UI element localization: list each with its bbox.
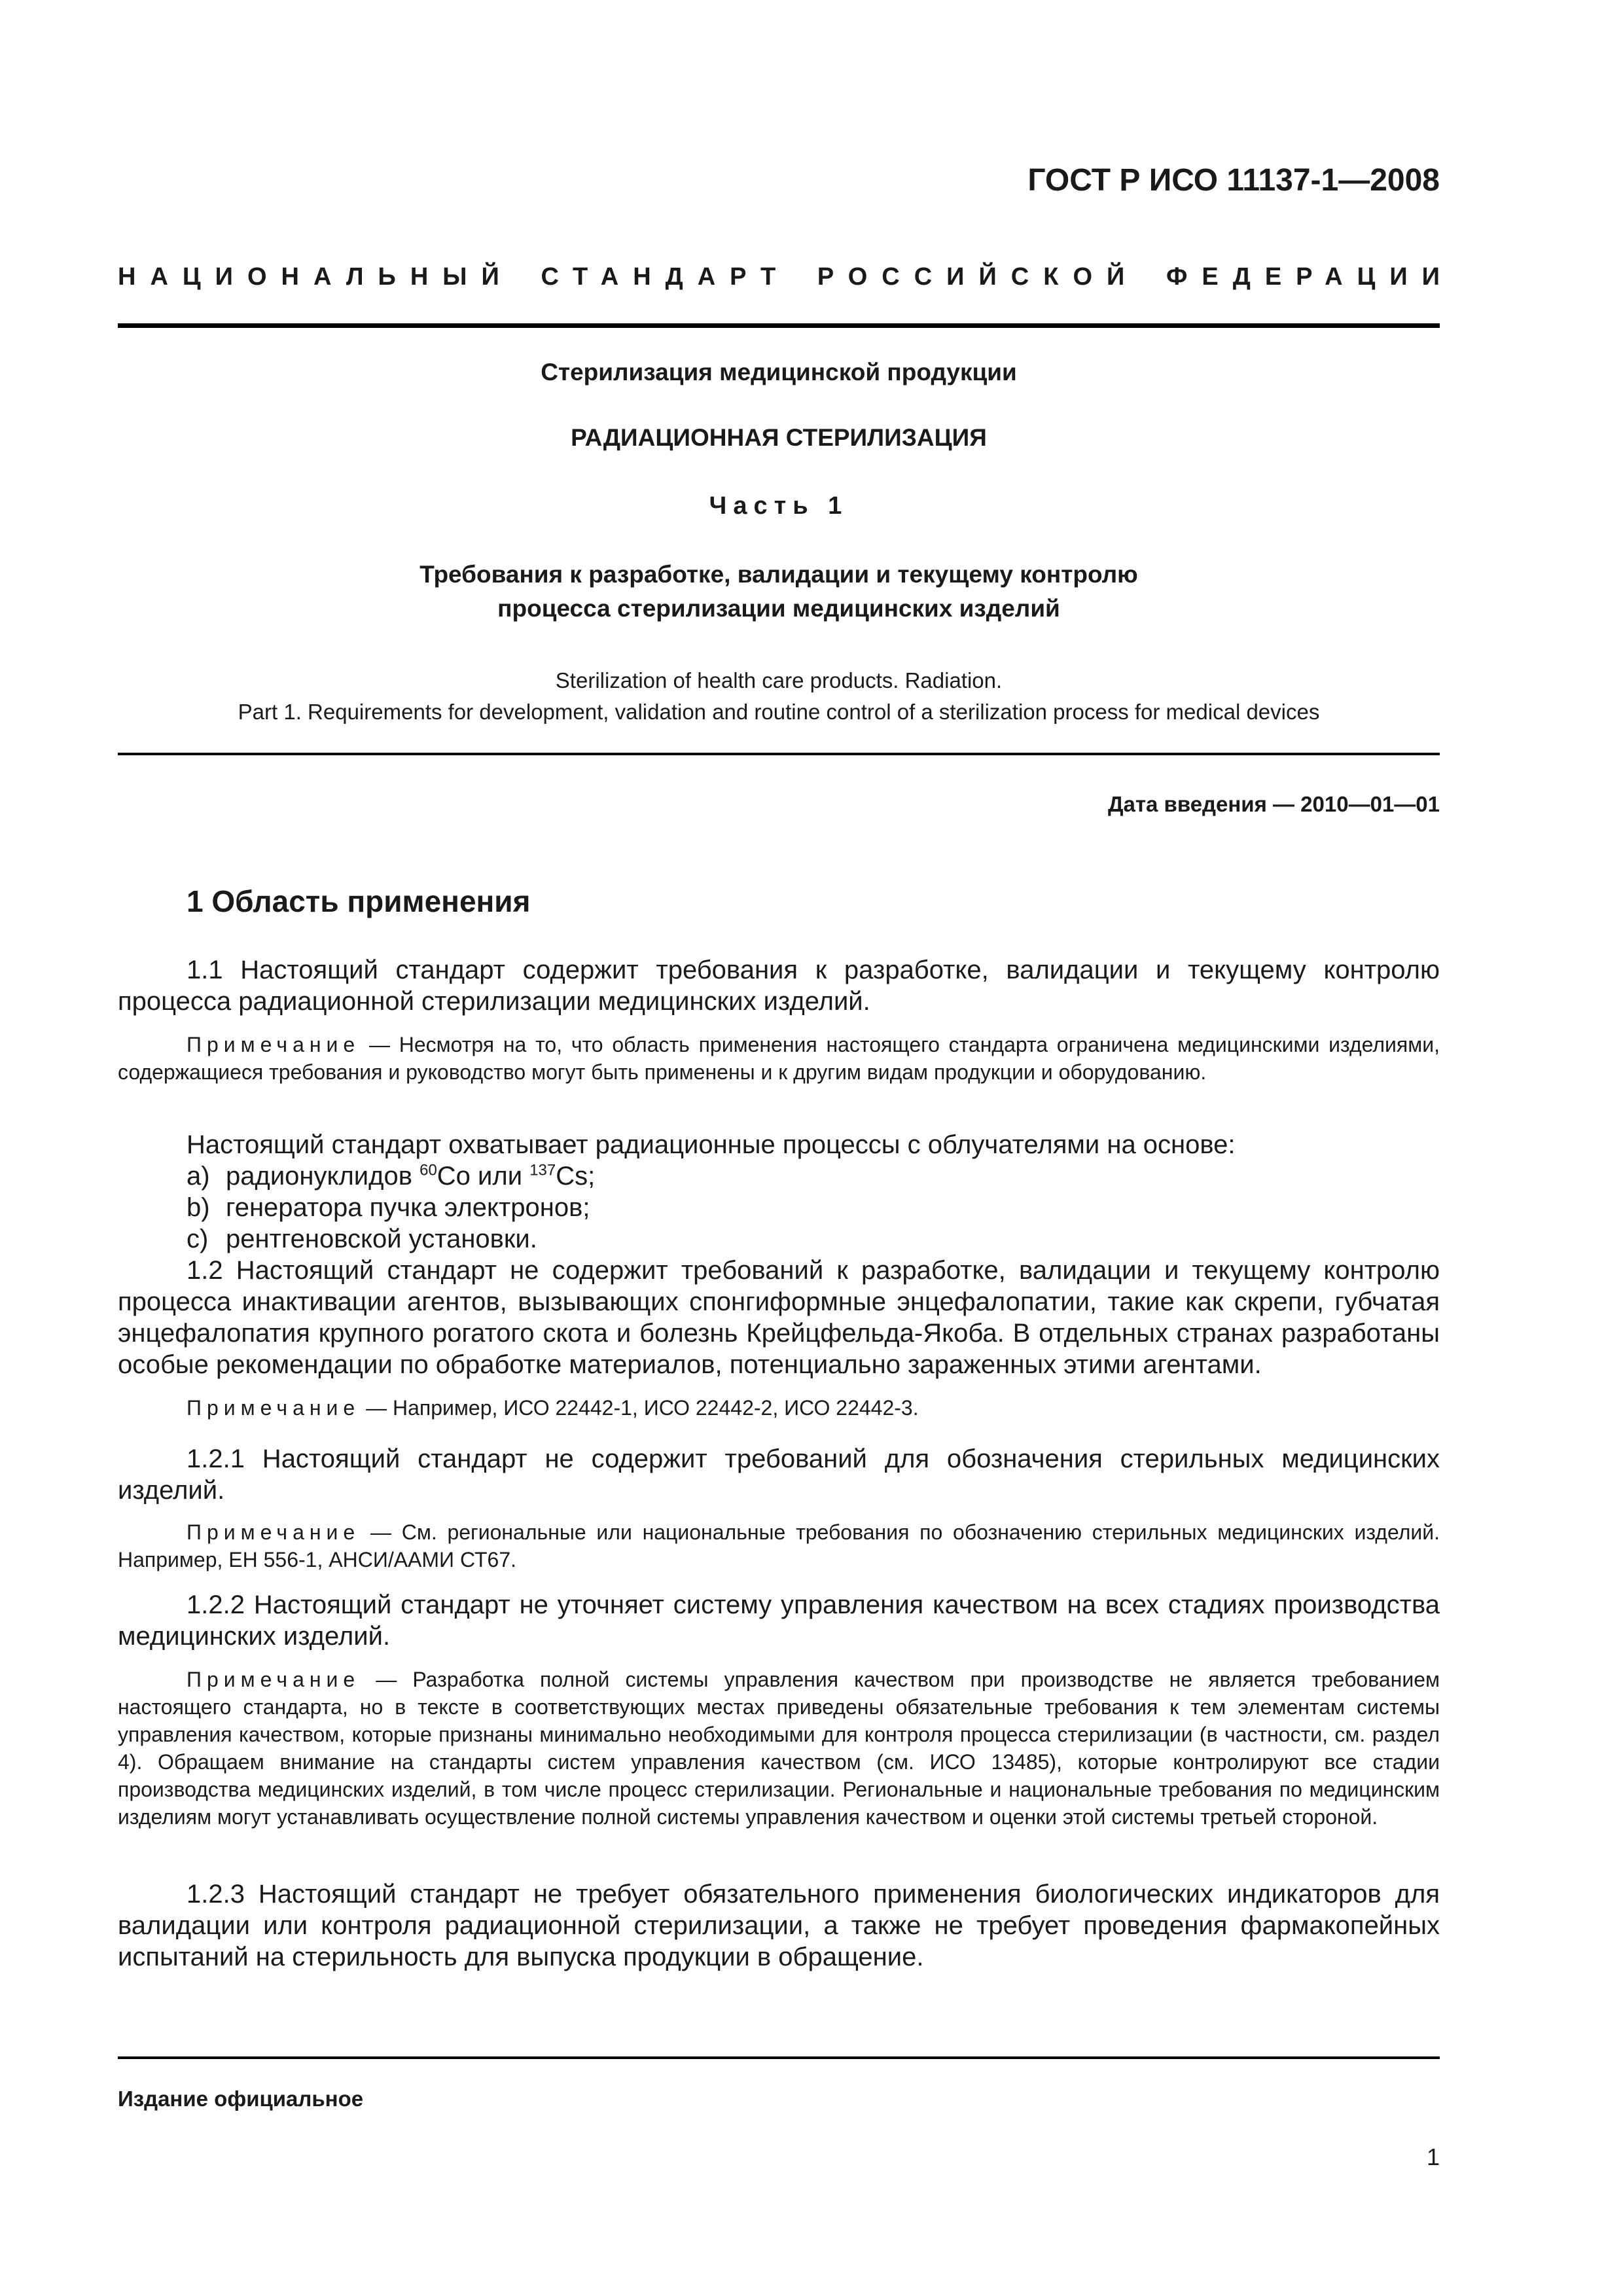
note-3-text: — См. региональные или национальные требования по обозначению стерильных медицинских изделий. Например, ЕН 556-1, АНСИ/ААМИ СТ67. <box>118 1520 1440 1571</box>
note-3 <box>118 1518 1440 1573</box>
list-marker-b: b) <box>187 1193 210 1222</box>
note-1-text: — Несмотря на то, что область применения настоящего стандарта ограничена медицинскими изделиями, содержащиеся требования и руководство могут быть применены и к другим видам продукции и оборудованию. <box>118 1033 1440 1084</box>
paragraph-1-2-2 <box>118 1589 1440 1652</box>
footer-rule <box>118 2056 1440 2059</box>
english-title-line-2: Part 1. Requirements for development, validation and routine control of a sterilization process for medical devices <box>238 700 1320 724</box>
note-4-text: — Разработка полной системы управления качеством при производстве не является требованием настоящего стандарта, но в тексте в соответствующих местах приведены обязательные требования к тем элементам системы управления качеством, которые признаны минимально необходимыми для контроля процесса стерилизации (в частности, см. раздел 4). Обращаем внимание на стандарты систем управления качеством (см. ИСО 13485), которые контролируют все стадии производства медицинских изделий, в том числе процесс стерилизации. Региональные и национальные требования по медицинским изделиям могут устанавливать осуществление полной системы управления качеством и оценки этой системы третьей стороной. <box>118 1668 1440 1829</box>
title-line-1: Стерилизация медицинской продукции <box>541 359 1017 386</box>
cobalt-isotope: 60 <box>419 1161 437 1179</box>
title-line-2: РАДИАЦИОННАЯ СТЕРИЛИЗАЦИЯ <box>571 424 987 451</box>
list-a-co: Co или <box>437 1162 530 1191</box>
list-item-c <box>187 1223 1430 1255</box>
note-1 <box>118 1031 1440 1086</box>
paragraph-1-2-text: 1.2 Настоящий стандарт не содержит требований к разработке, валидации и текущему контролю процесса инактивации агентов, вызывающих спонгиформные энцефалопатии, такие как скрепи, губчатая энцефалопатия крупного рогатого скота и болезнь Крейцфельда-Якоба. В отдельных странах разработаны особые рекомендации по обработке материалов, потенциально зараженных этими агентами. <box>118 1256 1440 1379</box>
nat-word-4: ФЕДЕРАЦИИ <box>1166 263 1454 291</box>
paragraph-1-2-2-text: 1.2.2 Настоящий стандарт не уточняет систему управления качеством на всех стадиях производства медицинских изделий. <box>118 1590 1440 1651</box>
list-a-cs: Cs; <box>556 1162 596 1191</box>
note-label: Примечание <box>187 1033 361 1056</box>
nat-word-3: РОССИЙСКОЙ <box>817 263 1139 291</box>
note-4 <box>118 1666 1440 1831</box>
note-label: Примечание <box>187 1668 361 1691</box>
english-title-line-1: Sterilization of health care products. Radiation. <box>555 668 1003 692</box>
cesium-isotope: 137 <box>529 1161 556 1179</box>
paragraph-1-2-3-text: 1.2.3 Настоящий стандарт не требует обязательного применения биологических индикаторов для валидации или контроля радиационной стерилизации, а также не требует проведения фармакопейных испытаний на стерильность для выпуска продукции в обращение. <box>118 1880 1440 1971</box>
paragraph-1-1-text: 1.1 Настоящий стандарт содержит требования к разработке, валидации и текущему контролю процесса радиационной стерилизации медицинских изделий. <box>118 956 1440 1016</box>
note-label: Примечание <box>187 1396 361 1420</box>
nat-word-1: НАЦИОНАЛЬНЫЙ <box>118 263 514 291</box>
note-label: Примечание <box>187 1520 361 1544</box>
list-item-a <box>187 1160 1430 1192</box>
section-heading: 1 Область применения <box>187 884 531 918</box>
national-standard-title <box>118 263 1454 291</box>
paragraph-1-2 <box>118 1255 1440 1380</box>
list-c-text: рентгеновской установки. <box>226 1225 537 1253</box>
list-item-b <box>187 1192 1430 1223</box>
header-rule <box>118 323 1440 328</box>
nat-word-2: СТАНДАРТ <box>541 263 791 291</box>
list-b-text: генератора пучка электронов; <box>226 1193 590 1222</box>
paragraph-basis <box>118 1129 1440 1160</box>
english-title <box>118 665 1440 728</box>
paragraph-1-1 <box>118 954 1440 1017</box>
introduction-date: Дата введения — 2010—01—01 <box>1108 792 1440 816</box>
official-edition-label: Издание официальное <box>118 2087 364 2111</box>
list-marker-c: c) <box>187 1225 209 1253</box>
part-label: Часть 1 <box>709 492 849 520</box>
title-rule <box>118 753 1440 755</box>
list-marker-a: a) <box>187 1162 210 1191</box>
paragraph-1-2-3 <box>118 1878 1440 1973</box>
irradiator-list <box>187 1160 1430 1255</box>
subtitle <box>118 558 1440 626</box>
paragraph-basis-text: Настоящий стандарт охватывает радиационные процессы с облучателями на основе: <box>187 1130 1236 1159</box>
document-code: ГОСТ Р ИСО 11137-1—2008 <box>1027 163 1440 198</box>
note-2-text: — Например, ИСО 22442-1, ИСО 22442-2, ИСО 22442-3. <box>360 1396 919 1420</box>
subtitle-line-2: процесса стерилизации медицинских изделий <box>497 595 1060 622</box>
list-a-text: радионуклидов <box>226 1162 420 1191</box>
subtitle-line-1: Требования к разработке, валидации и текущему контролю <box>419 561 1138 588</box>
paragraph-1-2-1 <box>118 1443 1440 1506</box>
page-number: 1 <box>1426 2144 1440 2170</box>
note-2 <box>118 1394 1440 1422</box>
paragraph-1-2-1-text: 1.2.1 Настоящий стандарт не содержит требований для обозначения стерильных медицинских изделий. <box>118 1444 1440 1505</box>
